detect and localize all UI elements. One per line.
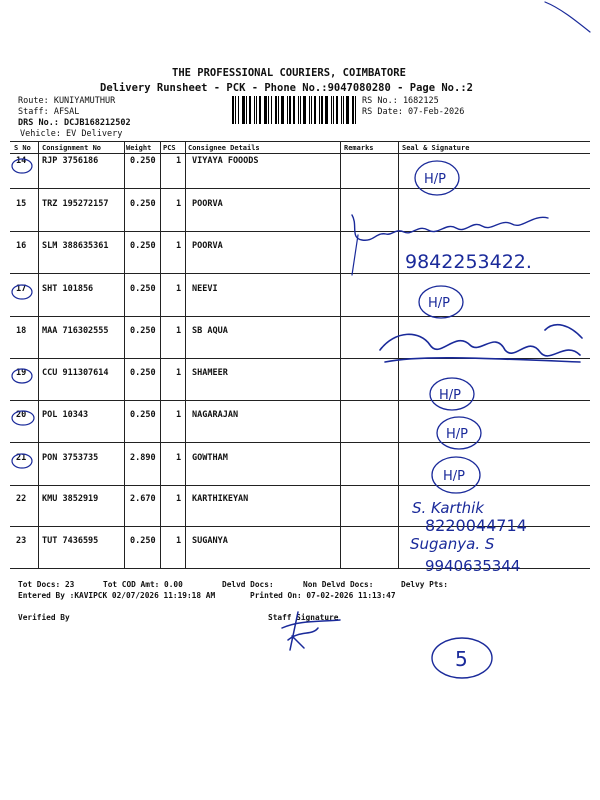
svg-text:H/P: H/P [424,172,446,187]
svg-text:H/P: H/P [446,427,468,442]
tot-docs: Tot Docs: 23 [18,580,75,589]
circle-mark-icon [12,285,32,299]
row-consignee: NEEVI [192,284,218,294]
col-weight: Weight [126,144,152,152]
row-weight: 0.250 [130,199,156,209]
row-weight: 0.250 [130,156,156,166]
row-consignee: POORVA [192,241,223,251]
row-consignee: VIYAYA FOOODS [192,156,259,166]
corner-mark-icon [545,2,590,32]
verified-by: Verified By [18,613,70,622]
row-pcs: 1 [176,199,182,209]
hp-stamp [437,417,481,449]
svg-text:H/P: H/P [443,469,465,484]
col-pcs: PCS [163,144,176,152]
row-consignee: SB AQUA [192,326,228,336]
row-consignment: SLM 388635361 [42,241,109,251]
staff-signature-label: Staff Signature [268,613,339,622]
phone-handwriting: 8220044714 [425,516,527,535]
row-pcs: 1 [176,368,182,378]
circle-mark-icon [12,159,32,173]
col-consignment: Consignment No [42,144,102,152]
row-weight: 0.250 [130,241,156,251]
name-handwriting: S. Karthik [412,499,484,517]
company-name: THE PROFESSIONAL COURIERS, COIMBATORE [172,67,406,79]
row-consignee: POORVA [192,199,223,209]
delvy-pts: Delvy Pts: [401,580,448,589]
row-sno: 17 [16,284,27,294]
row-sno: 21 [16,453,27,463]
row-consignment: PON 3753735 [42,453,99,463]
hp-stamp [432,457,480,493]
row-consignee: NAGARAJAN [192,410,239,420]
row-sno: 15 [16,199,27,209]
name-handwriting: Suganya. S [410,535,495,553]
row-consignment: MAA 716302555 [42,326,109,336]
row-consignee: SHAMEER [192,368,228,378]
row-sno: 20 [16,410,27,420]
svg-text:H/P: H/P [439,388,461,403]
row-sno: 14 [16,156,27,166]
circle-mark-icon [12,454,32,468]
row-weight: 0.250 [130,536,156,546]
hp-stamp [419,286,463,318]
row-sno: 23 [16,536,27,546]
row-consignment: RJP 3756186 [42,156,99,166]
printed-on: Printed On: 07-02-2026 11:13:47 [250,591,396,600]
row-sno: 16 [16,241,27,251]
svg-text:H/P: H/P [428,296,450,311]
row-consignment: CCU 911307614 [42,368,109,378]
row-pcs: 1 [176,453,182,463]
row-weight: 2.890 [130,453,156,463]
svg-text:5: 5 [455,647,468,671]
row-weight: 0.250 [130,326,156,336]
hp-stamp [415,161,459,195]
circle-mark-icon [12,411,34,425]
entered-by: Entered By :KAVIPCK 02/07/2026 11:19:18 AM [18,591,216,600]
staff-label: Staff: AFSAL [18,107,80,117]
row-consignment: KMU 3852919 [42,494,99,504]
drs-number: DRS No.: DCJB168212502 [18,118,131,128]
row-pcs: 1 [176,536,182,546]
rs-date: RS Date: 07-Feb-2026 [362,107,465,117]
col-seal: Seal & Signature [402,144,470,152]
row-pcs: 1 [176,156,182,166]
row-weight: 2.670 [130,494,156,504]
signature-icon [352,215,548,240]
tot-cod: Tot COD Amt: 0.00 [103,580,183,589]
row-weight: 0.250 [130,284,156,294]
col-sno: S No [14,144,31,152]
row-consignee: KARTHIKEYAN [192,494,249,504]
circle-mark-icon [12,369,32,383]
row-consignee: GOWTHAM [192,453,228,463]
row-pcs: 1 [176,326,182,336]
rs-number: RS No.: 1682125 [362,96,439,106]
row-pcs: 1 [176,241,182,251]
circled-number [432,638,492,678]
delvd-docs: Delvd Docs: [222,580,274,589]
row-pcs: 1 [176,410,182,420]
row-consignee: SUGANYA [192,536,228,546]
route-label: Route: KUNIYAMUTHUR [18,96,116,106]
row-pcs: 1 [176,494,182,504]
col-consignee: Consignee Details [188,144,260,152]
row-sno: 19 [16,368,27,378]
runsheet-title: Delivery Runsheet - PCK - Phone No.:9047080280 - Page No.:2 [100,82,473,94]
row-consignment: SHT 101856 [42,284,94,294]
col-remarks: Remarks [344,144,374,152]
signature-icon [380,325,582,362]
row-consignment: TRZ 195272157 [42,199,109,209]
phone-handwriting: 9842253422. [405,251,532,273]
phone-handwriting: 9940635344 [425,557,521,575]
row-sno: 22 [16,494,27,504]
non-delvd-docs: Non Delvd Docs: [303,580,374,589]
row-pcs: 1 [176,284,182,294]
hp-stamp [430,378,474,410]
row-consignment: POL 10343 [42,410,89,420]
row-weight: 0.250 [130,368,156,378]
staff-signature-icon [282,612,340,650]
row-weight: 0.250 [130,410,156,420]
row-consignment: TUT 7436595 [42,536,99,546]
row-sno: 18 [16,326,27,336]
vehicle-label: Vehicle: EV Delivery [20,129,123,139]
